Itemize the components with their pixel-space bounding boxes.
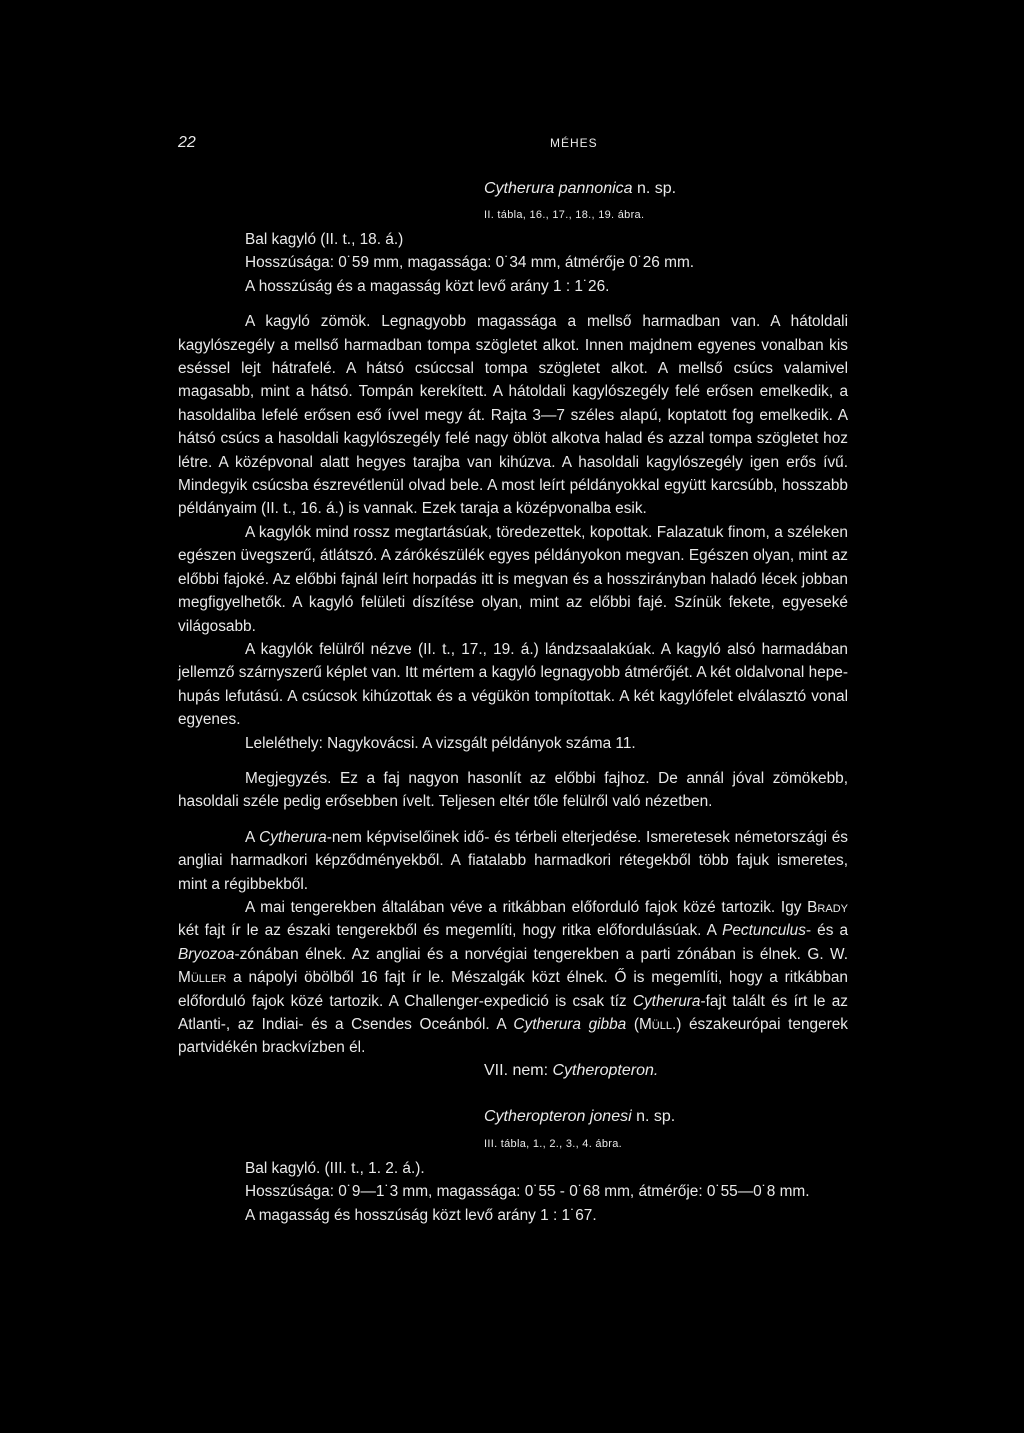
taxon-name: Pectunculus [722, 922, 806, 940]
running-head: MÉHES [550, 136, 598, 150]
text-run: -fajt talált és írt le az Atlanti-, az Indiai- és a Csendes Oceánból. A [178, 992, 848, 1033]
text-run: két fajt ír le az északi tengerekből és megemlíti, hogy ritka előfordulásúak. A [178, 922, 723, 940]
text-run: a nápolyi öbölből 16 fajt ír le. Mészalgák közt élnek. Ő is megemlíti, hogy a ritkábban előforduló fajok közé tartozik. A Challenger-expedició is csak tíz [178, 969, 848, 1010]
text-run: A mai tengerekben általában véve a ritkábban előforduló fajok közé tartozik. Igy [245, 898, 808, 916]
species-name: Cytherura pannonica [484, 180, 633, 197]
text-run: ( [626, 1016, 639, 1033]
genus-name: Cytherura [632, 992, 701, 1010]
ratio-line: A magasság és hosszúság közt levő arány 1 : 1˙67. [245, 1206, 597, 1224]
modern-seas-paragraph [178, 896, 848, 1060]
locality-paragraph: Leleléthely: Nagykovácsi. A vizsgált példányok száma 11. [245, 734, 636, 752]
plate-reference-1: II. tábla, 16., 17., 18., 19. ábra. [484, 209, 645, 221]
preservation-paragraph: A kagylók mind rossz megtartásúak, töredezettek, kopottak. Falazatuk finom, a széleken egészen üvegszerű, átlátszó. A zárókészülék egyes példányokon megvan. Egészen olyan, mint az előbbi fajoké. Az előbbi fajnál leírt horpadás itt is megvan és a hosszirányban haladó lécek jobban megfigyelhetők. A kagyló felületi díszítése olyan, mint az előbbi fajé. Színük fekete, egyeseké világosabb. [178, 523, 848, 635]
text-run: - és a [805, 922, 848, 940]
valve-line: Bal kagyló (II. t., 18. á.) [245, 231, 404, 248]
species-1-body [178, 228, 848, 1060]
genus-label: VII. nem: [484, 1062, 553, 1079]
text-run: A [245, 828, 260, 846]
distribution-paragraph [178, 826, 848, 896]
species-suffix: n. sp. [631, 1108, 676, 1125]
species-suffix: n. sp. [632, 180, 677, 197]
plate-reference-2: III. tábla, 1., 2., 3., 4. ábra. [484, 1138, 623, 1150]
taxon-name: Bryozoa [178, 945, 235, 963]
dimensions-line: Hosszúsága: 0˙9—1˙3 mm, magassága: 0˙55 - 0˙68 mm, átmérője: 0˙55—0˙8 mm. [245, 1183, 810, 1201]
text-run: -nem képviselőinek idő- és térbeli elterjedése. Ismeretesek németországi és angliai harmadkori képződményekből. A fiatalabb harmadkori rétegekből több fajuk ismeretes, mint a régibbekből. [178, 828, 848, 893]
valve-line: Bal kagyló. (III. t., 1. 2. á.). [245, 1160, 425, 1177]
species-2-body [178, 1157, 848, 1227]
genus-name: Cytherura [259, 828, 327, 846]
species-name: Cytherura gibba [513, 1016, 627, 1033]
dimensions-line: Hosszúsága: 0˙59 mm, magassága: 0˙34 mm, átmérője 0˙26 mm. [245, 254, 695, 272]
top-view-paragraph: A kagylók felülről nézve (II. t., 17., 19. á.) lándzsaalakúak. A kagyló alsó harmadában jellemző szárnyszerű képlet van. Itt mértem a kagyló legnagyobb átmérőjét. A két oldalvonal hepe-hupás lefutású. A csúcsok kihúzottak és a végükön tompítottak. A két kagylófelet elválasztó vonal egyenes. [178, 640, 848, 729]
author-name: Müller [178, 969, 227, 987]
species-name: Cytheropteron jonesi [484, 1108, 632, 1125]
author-name: Müll. [638, 1016, 677, 1033]
species-heading-2 [484, 1108, 675, 1126]
text-run: -zónában élnek. Az angliai és a norvégiai tengerekben a parti zónában is élnek. G. W. [234, 945, 848, 963]
page-header [178, 134, 848, 154]
ratio-line: A hosszúság és a magasság közt levő arány 1 : 1˙26. [245, 277, 610, 295]
text-run: ) északeurópai tengerek partvidékén brackvízben él. [178, 1016, 849, 1057]
genus-name: Cytheropteron. [552, 1062, 659, 1079]
author-name: Brady [807, 898, 848, 916]
genus-heading [484, 1062, 658, 1080]
description-paragraph: A kagyló zömök. Legnagyobb magassága a mellső harmadban van. A hátoldali kagylószegély a mellső harmadban tompa szögletet alkot. Innen majdnem egyenes vonalban kis eséssel lejt hátrafelé. A hátsó csúccsal tompa szögletet alkot. A mellső csúcs valamivel magasabb, mint a hátsó. Tompán kerekített. A hátoldali kagylószegély felé erősen emelkedik, a hasoldaliba lefelé erősen eső ívvel megy át. Rajta 3—7 széles alapú, koptatott fog emelkedik. A hátsó csúcs a hasoldali kagylószegély felé nagy öblöt alkotva halad és azzal tompa szögletet hoz létre. A középvonal alatt hegyes tarajba van kihúzva. A hasoldali kagylószegély igen erős ívű. Mindegyik csúcsba észrevétlenül olvad bele. A most leírt példányokkal együtt karcsúbb, hosszabb példányaim (II. t., 16. á.) is vannak. Ezek taraja a középvonalba esik. [178, 313, 848, 518]
note-paragraph: Megjegyzés. Ez a faj nagyon hasonlít az előbbi fajhoz. De annál jóval zömökebb, hasoldali széle pedig erősebben ívelt. Teljesen eltér tőle felülről való nézetben. [178, 769, 848, 811]
species-heading-1 [484, 180, 676, 198]
page-number: 22 [178, 134, 196, 151]
